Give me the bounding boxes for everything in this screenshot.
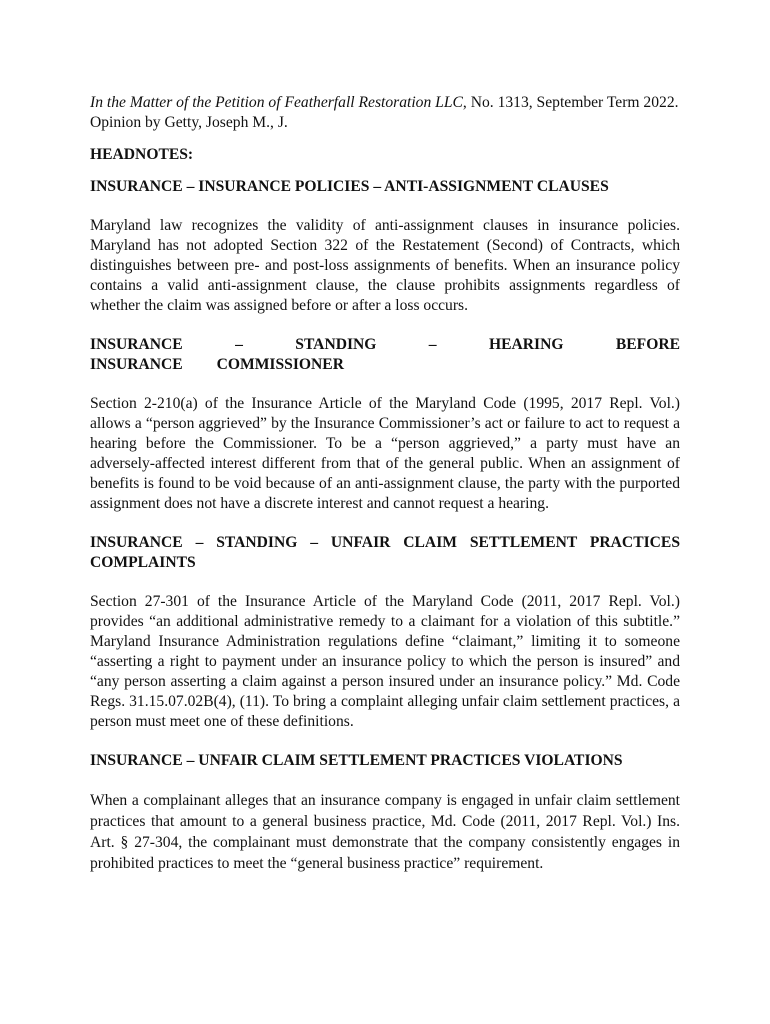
headnote-heading-practices-violations: INSURANCE – UNFAIR CLAIM SETTLEMENT PRACTICES VIOLATIONS xyxy=(90,752,623,769)
case-citation: , No. 1313, September Term 2022. Opinion by Getty, Joseph M., J. xyxy=(90,94,679,131)
headnote-heading-complaint-standing: INSURANCE – STANDING – UNFAIR CLAIM SETTLEMENT PRACTICES COMPLAINTS xyxy=(90,534,680,571)
case-name: In the Matter of the Petition of Featherfall Restoration LLC xyxy=(90,94,463,111)
headnote-text-complaint-standing: Section 27-301 of the Insurance Article of the Maryland Code (2011, 2017 Repl. Vol.) provides “an additional administrative remedy to a claimant for a violation of this subtitle.” Maryland Insurance Administration regulations define “claimant,” limiting it to someone “asserting a right to payment under an insurance policy to which the person is insured” and “any person asserting a claim against a person insured under an insurance policy.” Md. Code Regs. 31.15.07.02B(4), (11). To bring a complaint alleging unfair claim settlement practices, a person must meet one of these definitions. xyxy=(90,593,680,730)
headnotes-label: HEADNOTES: xyxy=(90,146,194,163)
headnote-text-anti-assignment: Maryland law recognizes the validity of anti-assignment clauses in insurance policies. Maryland has not adopted Section 322 of the Restatement (Second) of Contracts, which distinguishes between pre- and post-loss assignments of benefits. When an insurance policy contains a valid anti-assignment clause, the clause prohibits assignments regardless of whether the claim was assigned before or after a loss occurs. xyxy=(90,217,680,314)
headnote-heading-hearing-standing: INSURANCE – STANDING – HEARING BEFORE INSURANCE COMMISSIONER xyxy=(90,336,680,373)
headnote-text-hearing-standing: Section 2-210(a) of the Insurance Article of the Maryland Code (1995, 2017 Repl. Vol.) allows a “person aggrieved” by the Insurance Commissioner’s act or failure to act to request a hearing before the Commissioner. To be a “person aggrieved,” a party must have an adversely-affected interest different from that of the general public. When an assignment of benefits is found to be void because of an anti-assignment clause, the party with the purported assignment does not have a discrete interest and cannot request a hearing. xyxy=(90,395,680,512)
headnote-text-practices-violations: When a complainant alleges that an insurance company is engaged in unfair claim settlement practices that amount to a general business practice, Md. Code (2011, 2017 Repl. Vol.) Ins. Art. § 27-304, the complainant must demonstrate that the company consistently engages in prohibited practices to meet the “general business practice” requirement. xyxy=(90,792,680,872)
headnote-heading-anti-assignment: INSURANCE – INSURANCE POLICIES – ANTI-ASSIGNMENT CLAUSES xyxy=(90,178,609,195)
case-caption xyxy=(90,93,680,133)
opinion-page xyxy=(90,93,680,893)
